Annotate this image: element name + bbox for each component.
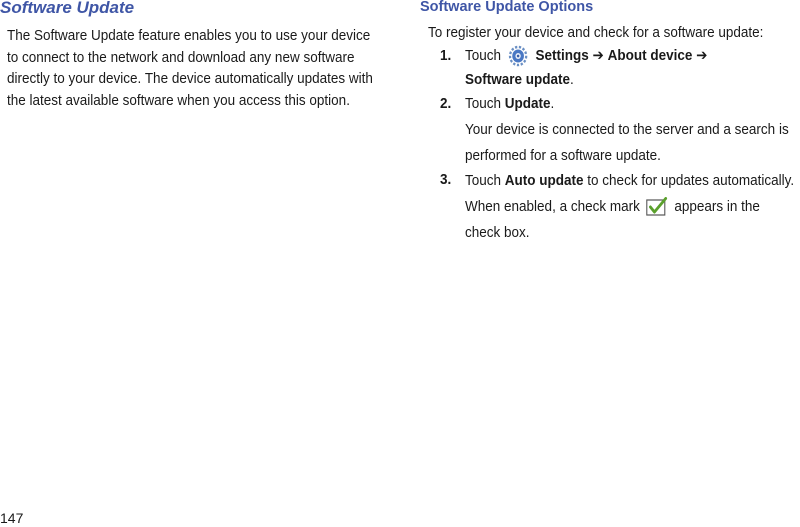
auto-update-label: Auto update bbox=[504, 172, 584, 189]
step-body bbox=[465, 44, 798, 92]
period: . bbox=[570, 71, 574, 89]
section-title: Software Update bbox=[0, 0, 135, 17]
step-text: Touch bbox=[465, 47, 502, 64]
settings-label: Settings bbox=[535, 47, 589, 64]
section-body: The Software Update feature enables you to use your device to connect to the network and download any new software directly to your device. The device automatically updates with the latest available software when you access this option. bbox=[7, 27, 373, 109]
arrow: ➔ bbox=[696, 47, 708, 64]
arrow: ➔ bbox=[592, 47, 604, 64]
step-2-description: Your device is connected to the server and a search is performed for a software update. bbox=[465, 121, 789, 164]
step-text: Touch bbox=[465, 172, 502, 189]
intro-text: To register your device and check for a software update: bbox=[428, 24, 764, 41]
checkmark-box-icon bbox=[646, 197, 668, 217]
step-number: 3. bbox=[440, 171, 452, 188]
about-device-label: About device bbox=[607, 47, 693, 64]
step-body bbox=[465, 168, 798, 246]
step-body bbox=[465, 92, 798, 116]
step-text: Touch bbox=[465, 95, 502, 112]
software-update-label: Software update bbox=[465, 71, 571, 89]
step-text: When enabled, a check mark bbox=[465, 198, 640, 215]
step-number: 1. bbox=[440, 47, 452, 64]
page-number: 147 bbox=[0, 510, 24, 526]
subsection-title: Software Update Options bbox=[420, 0, 594, 15]
step-number: 2. bbox=[440, 95, 452, 112]
settings-gear-icon bbox=[507, 44, 529, 68]
step-text: appears in the check box. bbox=[465, 198, 760, 241]
step-text: to check for updates automatically. bbox=[587, 172, 795, 189]
period: . bbox=[550, 95, 555, 112]
update-label: Update bbox=[504, 95, 551, 112]
